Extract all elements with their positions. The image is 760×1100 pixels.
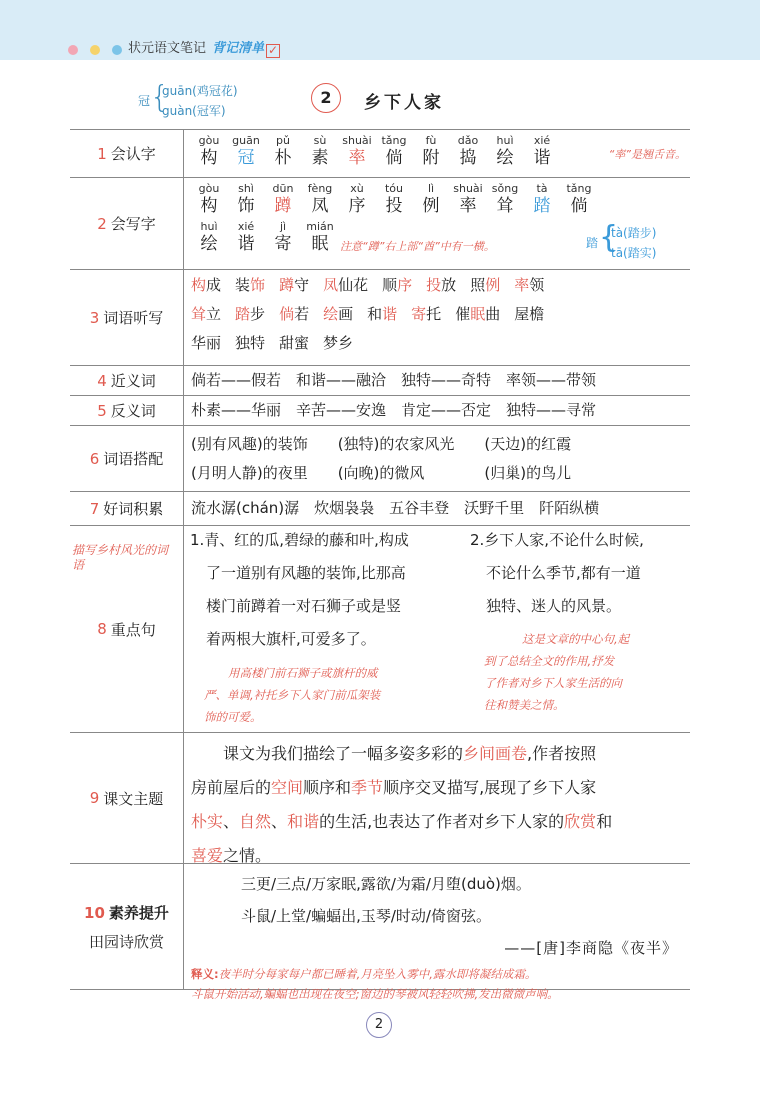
- row-label: [70, 178, 184, 269]
- char-cell: [228, 220, 264, 254]
- row-number: 9: [89, 789, 100, 807]
- word-part: 眠: [470, 305, 486, 323]
- poem-line: 斗鼠/上堂/蝙蝠出,玉琴/时动/倚窗弦。: [241, 907, 491, 925]
- sentence-line: 着两根大旗杆,可爱多了。: [206, 630, 376, 648]
- row-number: 5: [97, 401, 107, 420]
- word-part: 绘: [323, 305, 339, 323]
- row-title: 词语听写: [103, 309, 164, 327]
- note-line: 严、单调,衬托乡下人家门前瓜架装: [204, 688, 381, 702]
- word-part: 踏: [235, 305, 251, 323]
- row-dictation: [70, 270, 690, 366]
- ta-char: 踏: [586, 236, 599, 250]
- brand-name: 状元语文笔记: [128, 41, 207, 56]
- row-label: [70, 426, 184, 491]
- brand-subtitle: 背记清单: [212, 41, 265, 56]
- checkmark-icon: ✓: [268, 43, 279, 57]
- word-part: 托: [426, 305, 442, 323]
- sentence-2: [470, 524, 644, 623]
- char-cell: [524, 134, 560, 168]
- guan-line1: guān(鸡冠花): [162, 84, 238, 98]
- row-content: [184, 426, 690, 492]
- char-cell: [228, 182, 264, 216]
- char-cell: [302, 220, 338, 254]
- dictation-word: [514, 305, 544, 323]
- brace-icon: {: [599, 220, 619, 255]
- poem-author: ——[唐]李商隐《夜半》: [504, 939, 678, 957]
- explain-label: 释义:: [191, 967, 219, 981]
- text: 之情。: [223, 846, 272, 865]
- text: 的生活,也表达了作者对乡下人家的: [319, 812, 565, 831]
- hanzi: 附: [422, 148, 440, 168]
- hanzi: 踏: [533, 196, 551, 216]
- row-title: 重点句: [110, 620, 156, 639]
- hanzi: 眠: [311, 234, 329, 254]
- dictation-word: [382, 276, 412, 294]
- row-synonyms: [70, 366, 690, 396]
- guan-line2: guàn(冠军): [162, 104, 226, 118]
- hanzi: 率: [459, 196, 477, 216]
- row-theme: [70, 733, 690, 864]
- note: “率”是翘舌音。: [608, 148, 686, 161]
- word-part: 蹲: [279, 276, 295, 294]
- word-part: 屋檐: [514, 305, 545, 323]
- pinyin: sǒng: [491, 182, 519, 195]
- char-list: [191, 182, 684, 216]
- char-cell: [450, 134, 486, 168]
- lesson-title: 乡下人家: [364, 93, 444, 113]
- pinyin: pǔ: [276, 134, 290, 147]
- row-good-words: [70, 492, 690, 526]
- hanzi: 绘: [496, 148, 514, 168]
- text: 课文为我们描绘了一幅多姿多彩的: [191, 744, 464, 763]
- hanzi: 朴: [274, 148, 292, 168]
- pinyin: xù: [350, 182, 364, 195]
- explain-line: 夜半时分每家每户都已睡着,月亮坠入雾中,露水即将凝结成霜。: [218, 967, 537, 981]
- yellow-dot-icon: [90, 45, 100, 55]
- text: 、: [223, 812, 240, 831]
- dictation-word: [323, 276, 368, 294]
- row-title: 素养提升: [108, 903, 169, 922]
- collocation-line: (别有风趣)的装饰 (独特)的农家风光 (天边)的红霞: [191, 435, 572, 453]
- text: 和: [596, 812, 613, 831]
- sentence-line: 独特、迷人的风景。: [486, 597, 622, 615]
- sentence-line: 2.乡下人家,不论什么时候,: [470, 531, 644, 549]
- char-cell: [524, 182, 560, 216]
- note-line: 了作者对乡下人家生活的向: [484, 676, 622, 690]
- row-content: [184, 864, 690, 1008]
- word-line: [191, 300, 684, 329]
- word-part: 饰: [250, 276, 266, 294]
- char-cell: [191, 134, 227, 168]
- row-content: [184, 366, 690, 395]
- row-number: 7: [89, 499, 100, 518]
- highlight: 朴实: [191, 812, 224, 831]
- word-part: 曲: [485, 305, 501, 323]
- hanzi: 倘: [570, 196, 588, 216]
- hanzi: 率: [348, 148, 366, 168]
- hanzi: 蹲: [274, 196, 292, 216]
- hanzi: 绘: [200, 234, 218, 254]
- ta-line2: tā(踏实): [611, 246, 657, 260]
- dictation-word: [323, 305, 353, 323]
- dictation-word: 华丽: [191, 334, 222, 352]
- pinyin: huì: [200, 220, 218, 233]
- sentence-1-note: [204, 662, 464, 728]
- highlight: 和谐: [287, 812, 320, 831]
- word-part: 谐: [382, 305, 398, 323]
- sentence-line: 1.青、红的瓜,碧绿的藤和叶,构成: [190, 531, 409, 549]
- poem-line: 三更/三点/万家眠,露欲/为霜/月堕(duò)烟。: [241, 875, 531, 893]
- sentence-2-note: [484, 628, 694, 716]
- hanzi: 冠: [237, 148, 255, 168]
- pinyin: fèng: [307, 182, 333, 195]
- text: 房前屋后的: [191, 778, 272, 797]
- note-line: 到了总结全文的作用,抒发: [484, 654, 615, 668]
- theme-line: [191, 805, 684, 839]
- word-part: 和: [367, 305, 383, 323]
- note: 注意“蹲”右上部“酋”中有一横。: [340, 240, 495, 253]
- word-part: 若: [294, 305, 310, 323]
- row-label: [70, 733, 184, 863]
- pinyin: dūn: [272, 182, 294, 195]
- row-label: [70, 366, 184, 395]
- pinyin: guān: [232, 134, 260, 147]
- pinyin: gòu: [198, 182, 220, 195]
- row-title: 好词积累: [103, 500, 164, 518]
- ta-line1: tà(踏步): [611, 226, 657, 240]
- hanzi: 耸: [496, 196, 514, 216]
- blue-dot-icon: [112, 45, 122, 55]
- dictation-word: [191, 276, 221, 294]
- pinyin: huì: [496, 134, 514, 147]
- char-cell: [487, 134, 523, 168]
- row-literacy: [70, 864, 690, 1001]
- char-cell: [265, 220, 301, 254]
- char-cell: [191, 182, 227, 216]
- sentence-line: 了一道别有风趣的装饰,比那高: [206, 564, 406, 582]
- page-number: 2: [366, 1012, 392, 1038]
- row-number: 2: [97, 214, 107, 233]
- word-part: 领: [529, 276, 545, 294]
- row-number: 3: [89, 308, 100, 327]
- text: 顺序交叉描写,展现了乡下人家: [383, 778, 597, 797]
- theme-line: [191, 737, 684, 771]
- dictation-word: [411, 305, 441, 323]
- header-dots: [68, 40, 134, 59]
- char-cell: [265, 182, 301, 216]
- brace-icon: {: [150, 80, 170, 115]
- hanzi: 构: [200, 148, 218, 168]
- highlight: 空间: [271, 778, 304, 797]
- pinyin: lì: [427, 182, 435, 195]
- dictation-word: [191, 305, 221, 323]
- header-bar: [0, 0, 760, 60]
- hanzi: 饰: [237, 196, 255, 216]
- highlight: 自然: [239, 812, 272, 831]
- pink-dot-icon: [68, 45, 78, 55]
- row-number: 1: [97, 144, 107, 163]
- pinyin: tóu: [384, 182, 403, 195]
- char-cell: [487, 182, 523, 216]
- hanzi: 捣: [459, 148, 477, 168]
- row-content: [184, 270, 690, 362]
- pinyin: tǎng: [381, 134, 407, 147]
- row-title: 反义词: [110, 402, 156, 420]
- poem-explanation: [191, 964, 684, 1004]
- pinyin: mián: [306, 220, 334, 233]
- note-line: 用高楼门前石狮子或旗杆的威: [228, 666, 378, 680]
- dictation-word: [514, 276, 544, 294]
- dictation-word: [279, 305, 309, 323]
- dictation-word: [279, 276, 309, 294]
- hanzi: 谐: [237, 234, 255, 254]
- hanzi: 构: [200, 196, 218, 216]
- char-cell: [339, 182, 375, 216]
- note-line: 往和赞美之情。: [484, 698, 565, 712]
- dictation-word: [455, 305, 500, 323]
- dictation-word: 甜蜜: [279, 334, 310, 352]
- hanzi: 倘: [385, 148, 403, 168]
- word-part: 仙花: [338, 276, 369, 294]
- dictation-word: [235, 276, 265, 294]
- row-collocations: [70, 426, 690, 492]
- row-label: [70, 864, 184, 989]
- row-content: [184, 130, 690, 172]
- word-part: 照: [470, 276, 486, 294]
- row-subtitle: 田园诗欣赏: [88, 932, 164, 951]
- dictation-word: 梦乡: [323, 334, 354, 352]
- lesson-number: 2: [311, 83, 341, 113]
- row-content: [184, 396, 690, 425]
- word-part: 率: [514, 276, 530, 294]
- row-label: [70, 492, 184, 525]
- dictation-word: [367, 305, 397, 323]
- pinyin: shuài: [453, 182, 483, 195]
- hanzi: 投: [385, 196, 403, 216]
- word-part: 倘: [279, 305, 295, 323]
- side-note-rural-words: 描写乡村风光的词语: [72, 543, 169, 572]
- word-part: 投: [426, 276, 442, 294]
- pinyin: shuài: [342, 134, 372, 147]
- word-part: 守: [294, 276, 310, 294]
- row-number: 4: [97, 371, 107, 390]
- hanzi: 谐: [533, 148, 551, 168]
- word-part: 构: [191, 276, 207, 294]
- row-title: 近义词: [110, 372, 156, 390]
- dictation-word: [470, 276, 500, 294]
- guan-char: 冠: [138, 94, 151, 108]
- row-label: [70, 270, 184, 365]
- hanzi: 凤: [311, 196, 329, 216]
- pinyin: fù: [425, 134, 437, 147]
- word-part: 凤: [323, 276, 339, 294]
- word-part: 顺: [382, 276, 398, 294]
- row-title: 词语搭配: [103, 450, 164, 468]
- row-title: 会写字: [110, 215, 156, 233]
- char-cell: [302, 182, 338, 216]
- char-cell: [339, 134, 375, 168]
- pinyin: dǎo: [457, 134, 479, 147]
- char-cell: [561, 182, 597, 216]
- row-content: [184, 492, 690, 524]
- char-cell: [413, 182, 449, 216]
- word-part: 序: [397, 276, 413, 294]
- row-number: 8: [97, 620, 107, 638]
- row-title: 会认字: [110, 145, 156, 163]
- row-write-chars: [70, 178, 690, 270]
- row-number: 6: [89, 449, 100, 468]
- char-cell: [413, 134, 449, 168]
- row-number: 10: [84, 903, 105, 922]
- char-cell: [376, 182, 412, 216]
- hanzi: 例: [422, 196, 440, 216]
- char-cell: [265, 134, 301, 168]
- char-cell: [376, 134, 412, 168]
- dictation-word: [426, 276, 456, 294]
- text: ,作者按照: [527, 744, 597, 763]
- explain-line: 斗鼠开始活动,蝙蝠也出现在夜空;窗边的琴被风轻轻吹拂,发出微微声响。: [191, 987, 559, 1001]
- word-line: [191, 329, 684, 358]
- pinyin: sù: [313, 134, 327, 147]
- collocation-line: (月明人静)的夜里 (向晚)的微风 (归巢)的鸟儿: [191, 464, 572, 482]
- sentence-line: 不论什么季节,都有一道: [486, 564, 641, 582]
- brand: [128, 37, 280, 56]
- pinyin: shì: [238, 182, 254, 195]
- hanzi: 序: [348, 196, 366, 216]
- hanzi: 素: [311, 148, 329, 168]
- word-part: 成: [206, 276, 222, 294]
- word-part: 寄: [411, 305, 427, 323]
- sentence-1: [190, 524, 409, 656]
- row-label: [70, 130, 184, 177]
- text: 、: [271, 812, 288, 831]
- pinyin: xié: [237, 220, 255, 233]
- good-words-text: 流水潺(chán)潺 炊烟袅袅 五谷丰登 沃野千里 阡陌纵横: [191, 499, 600, 517]
- dictation-word: 独特: [235, 334, 266, 352]
- row-antonyms: [70, 396, 690, 426]
- antonym-text: 朴素——华丽 辛苦——安逸 肯定——否定 独特——寻常: [191, 401, 597, 419]
- note-line: 饰的可爱。: [204, 710, 262, 724]
- row-label: [70, 396, 184, 425]
- char-cell: [191, 220, 227, 254]
- word-part: 例: [485, 276, 501, 294]
- note-line: 这是文章的中心句,起: [522, 632, 630, 646]
- word-line: [191, 271, 684, 300]
- highlight: 欣赏: [564, 812, 597, 831]
- pinyin: tà: [536, 182, 548, 195]
- word-part: 催: [455, 305, 471, 323]
- word-part: 耸: [191, 305, 207, 323]
- row-content: [184, 526, 690, 733]
- text: 顺序和: [303, 778, 352, 797]
- pinyin: tǎng: [566, 182, 592, 195]
- highlight: 季节: [351, 778, 384, 797]
- word-part: 步: [250, 305, 266, 323]
- pinyin: jì: [279, 220, 287, 233]
- hanzi: 寄: [274, 234, 292, 254]
- row-content: [184, 178, 690, 258]
- synonym-text: 倘若——假若 和谐——融洽 独特——奇特 率领——带领: [191, 371, 597, 389]
- char-cell: [450, 182, 486, 216]
- row-recognize-chars: [70, 130, 690, 178]
- word-part: 立: [206, 305, 222, 323]
- pinyin: gòu: [198, 134, 220, 147]
- pinyin: xié: [533, 134, 551, 147]
- row-title: 课文主题: [103, 789, 164, 808]
- highlight: 乡间画卷: [463, 744, 528, 763]
- theme-line: [191, 771, 684, 805]
- dictation-word: [235, 305, 265, 323]
- sentence-line: 楼门前蹲着一对石狮子或是竖: [206, 597, 402, 615]
- char-cell: [302, 134, 338, 168]
- char-cell: [228, 134, 264, 168]
- word-part: 放: [441, 276, 457, 294]
- word-part: 画: [338, 305, 354, 323]
- highlight: 喜爱: [191, 846, 224, 865]
- row-content: [184, 733, 690, 877]
- word-part: 装: [235, 276, 251, 294]
